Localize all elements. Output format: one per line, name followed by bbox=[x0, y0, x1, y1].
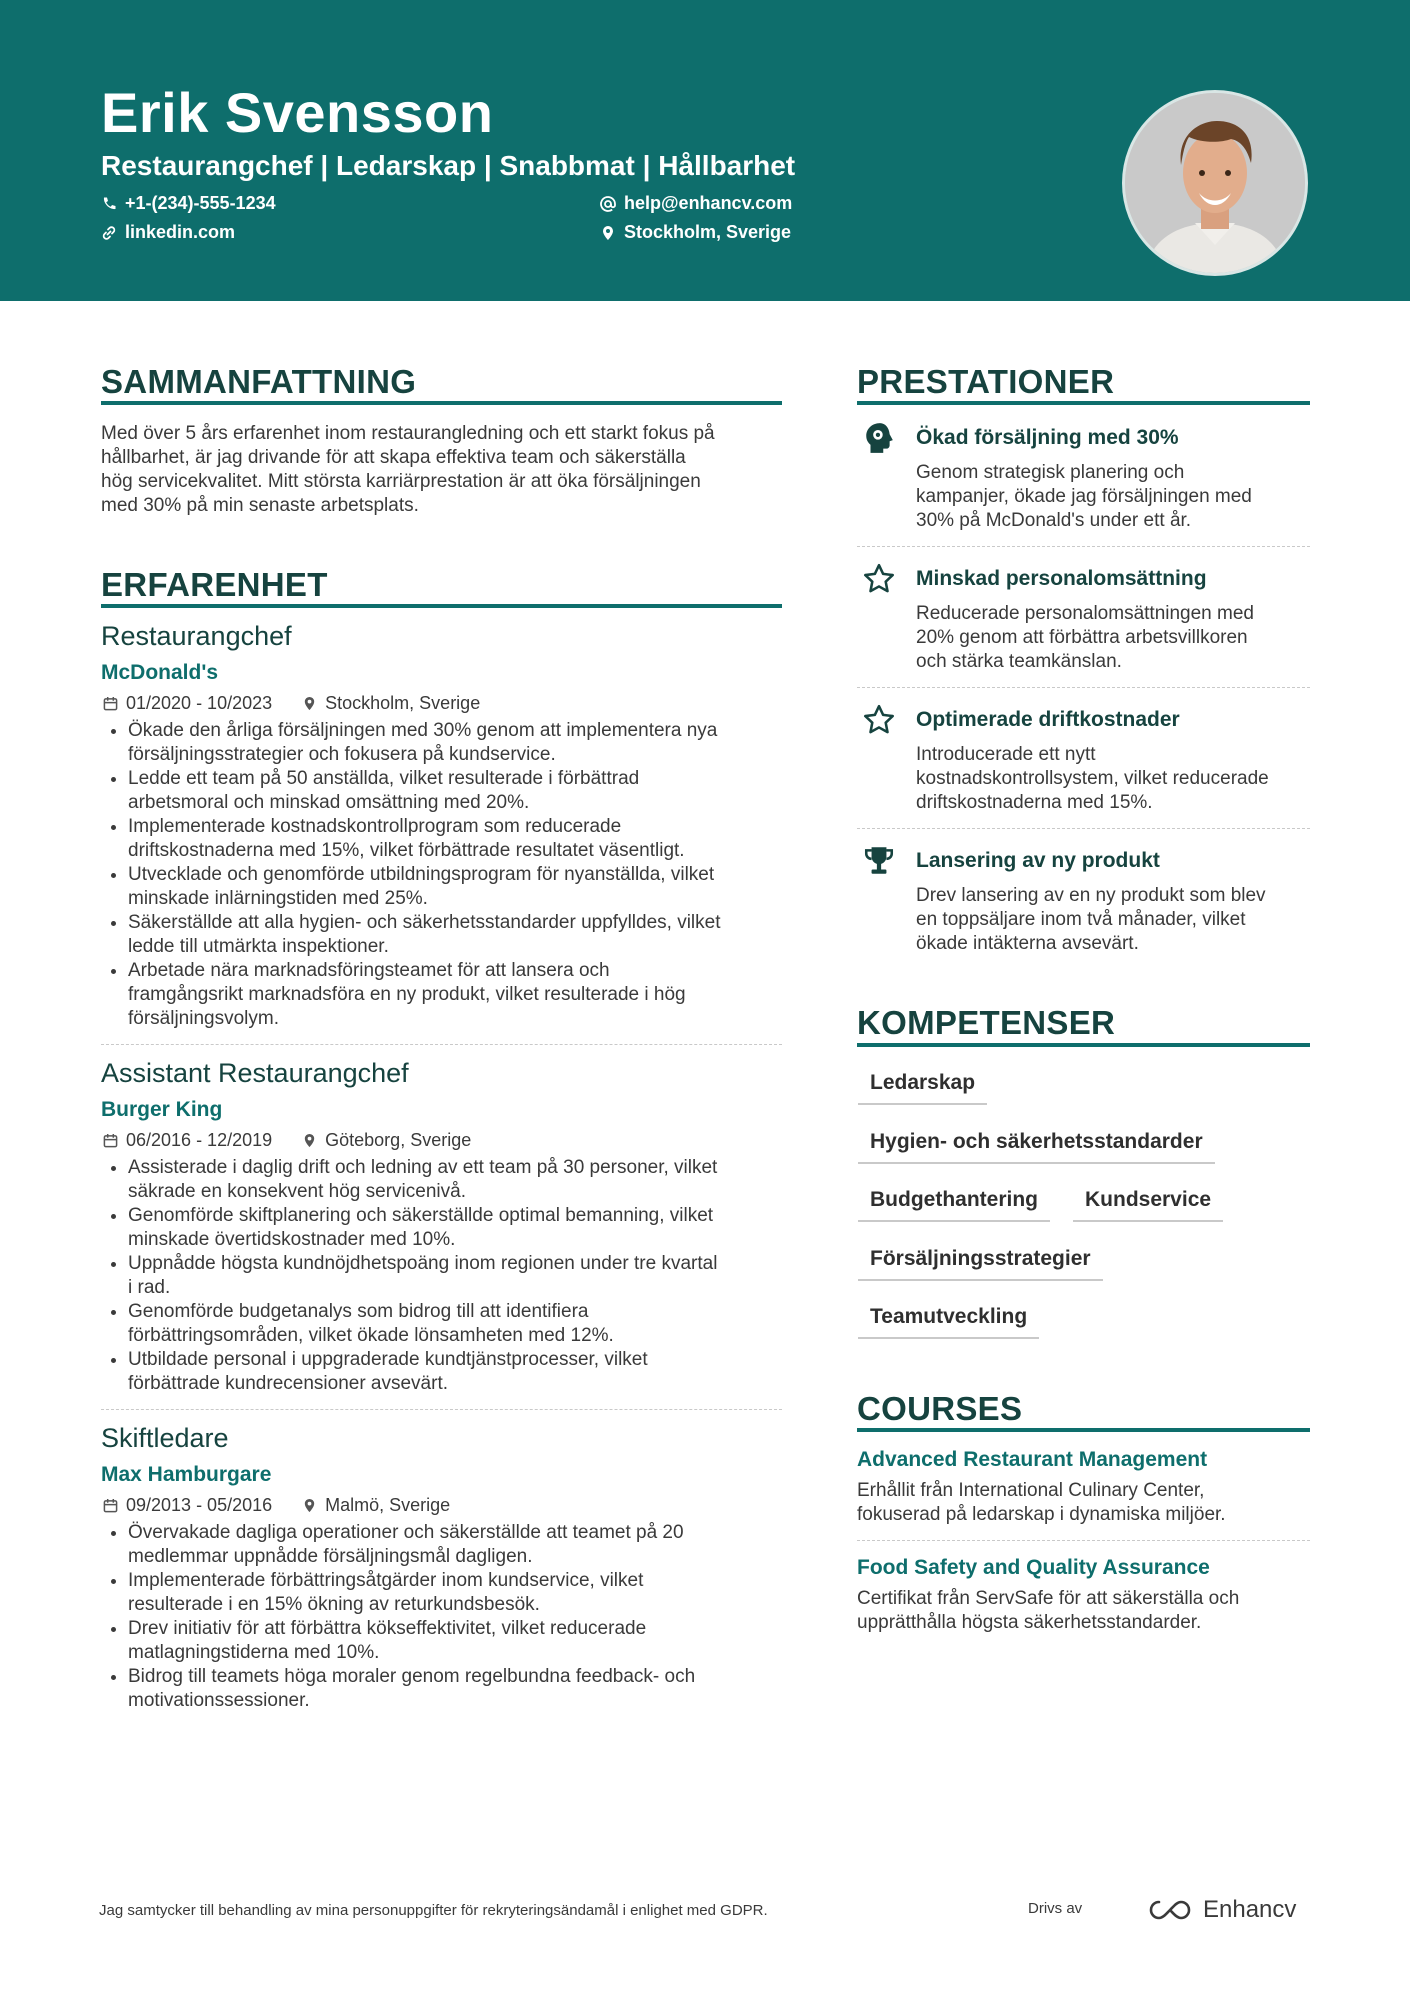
achievement-line: en toppsäljare inom två månader, vilket bbox=[916, 909, 1246, 930]
experience-heading: ERFARENHET bbox=[101, 566, 328, 603]
bullet-line: • Utbildade personal i uppgraderade kundtjänstprocesser, vilket bbox=[128, 1349, 648, 1370]
job-meta bbox=[103, 1130, 471, 1151]
achievement-line: och stärka teamkänslan. bbox=[916, 651, 1122, 672]
job-location: Malmö, Sverige bbox=[325, 1495, 451, 1515]
bullet-line: • Genomförde skiftplanering och säkerställde optimal bemanning, vilket bbox=[128, 1205, 714, 1226]
star-icon bbox=[862, 703, 896, 737]
linkedin-text[interactable]: linkedin.com bbox=[125, 222, 236, 242]
summary-line: Med över 5 års erfarenhet inom restaurangledning och ett starkt fokus på bbox=[101, 423, 715, 444]
header-banner bbox=[0, 0, 1410, 301]
company-name: Max Hamburgare bbox=[101, 1463, 272, 1486]
summary-text bbox=[101, 422, 715, 518]
candidate-name: Erik Svensson bbox=[101, 81, 494, 144]
summary-line: hållbarhet, är jag drivande för att skapa effektiva team och säkerställa bbox=[101, 447, 686, 468]
link-icon bbox=[101, 225, 117, 241]
achievement-description bbox=[916, 743, 1269, 815]
bullet-item bbox=[128, 815, 808, 863]
job-dates: 01/2020 - 10/2023 bbox=[126, 693, 273, 713]
bullet-line: • Bidrog till teamets höga moraler genom regelbundna feedback- och bbox=[128, 1666, 696, 1687]
summary-line: hög servicekvalitet. Mitt största karriärprestation är att öka försäljningen bbox=[101, 471, 701, 492]
location-text: Stockholm, Sverige bbox=[624, 222, 792, 242]
achievement-divider bbox=[857, 828, 1310, 829]
job-divider bbox=[101, 1409, 782, 1410]
achievement-line: ökade intäkterna avsevärt. bbox=[916, 933, 1139, 954]
bullet-line: • Ledde ett team på 50 anställda, vilket resulterade i förbättrad bbox=[128, 768, 640, 789]
headline: Restaurangchef | Ledarskap | Snabbmat | Hållbarhet bbox=[101, 150, 796, 181]
location-pin-icon bbox=[302, 696, 317, 711]
skills-heading: KOMPETENSER bbox=[857, 1004, 1116, 1041]
achievement-description bbox=[916, 884, 1266, 956]
course-line: upprätthålla högsta säkerhetsstandarder. bbox=[857, 1612, 1202, 1633]
bullet-line: säkrade en konsekvent hög servicenivå. bbox=[128, 1181, 466, 1202]
bullet-line: förbättringsområden, vilket ökade lönsamheten med 12%. bbox=[128, 1325, 614, 1346]
bullet-item bbox=[128, 1252, 808, 1300]
courses-heading-rule bbox=[857, 1428, 1310, 1432]
linkedin-contact[interactable] bbox=[101, 222, 235, 243]
phone-icon bbox=[101, 196, 117, 212]
email-contact[interactable] bbox=[600, 193, 792, 214]
bullet-line: ledde till utmärkta inspektioner. bbox=[128, 936, 389, 957]
skill-tag: Teamutveckling bbox=[858, 1305, 1039, 1339]
infinity-logo-icon bbox=[1147, 1898, 1193, 1922]
course-description bbox=[857, 1479, 1226, 1527]
job-location: Göteborg, Sverige bbox=[325, 1130, 472, 1150]
phone-text: +1-(234)-555-1234 bbox=[125, 193, 276, 213]
achievement-line: kampanjer, ökade jag försäljningen med bbox=[916, 486, 1252, 507]
bullet-item bbox=[128, 1617, 808, 1665]
achievement-divider bbox=[857, 687, 1310, 688]
bullet-line: minskade övertidskostnader med 10%. bbox=[128, 1229, 456, 1250]
courses-heading: COURSES bbox=[857, 1390, 1023, 1427]
bullet-item bbox=[128, 1348, 808, 1396]
bullet-line: • Uppnådde högsta kundnöjdhetspoäng inom regionen under tre kvartal bbox=[128, 1253, 718, 1274]
bullet-item bbox=[128, 1156, 808, 1204]
course-divider bbox=[857, 1540, 1310, 1541]
achievement-title: Minskad personalomsättning bbox=[916, 567, 1207, 590]
bullet-line: • Arbetade nära marknadsföringsteamet för att lansera och bbox=[128, 960, 610, 981]
skills-heading-rule bbox=[857, 1043, 1310, 1047]
phone-contact bbox=[101, 193, 276, 214]
bullet-line: • Drev initiativ för att förbättra kökseffektivitet, vilket reducerade bbox=[128, 1618, 647, 1639]
course-line: Erhållit från International Culinary Center, bbox=[857, 1480, 1205, 1501]
bullet-line: • Implementerade förbättringsåtgärder inom kundservice, vilket bbox=[128, 1570, 644, 1591]
skill-tag: Hygien- och säkerhetsstandarder bbox=[858, 1130, 1215, 1164]
bullet-item bbox=[128, 863, 808, 911]
bullet-line: i rad. bbox=[128, 1277, 171, 1298]
bullet-line: • Genomförde budgetanalys som bidrog till att identifiera bbox=[128, 1301, 589, 1322]
bullet-line: minskade inlärningstiden med 25%. bbox=[128, 888, 428, 909]
summary-heading: SAMMANFATTNING bbox=[101, 363, 417, 400]
bullet-item bbox=[128, 1521, 808, 1569]
achievement-title: Ökad försäljning med 30% bbox=[916, 426, 1179, 449]
company-name: McDonald's bbox=[101, 661, 219, 684]
trophy-icon bbox=[862, 844, 896, 878]
location-contact bbox=[600, 222, 791, 243]
company-name: Burger King bbox=[101, 1098, 223, 1121]
bullet-line: förbättrade kundrecensioner avsevärt. bbox=[128, 1373, 449, 1394]
job-title: Skiftledare bbox=[101, 1423, 229, 1453]
calendar-icon bbox=[103, 1498, 118, 1513]
enhancv-logo[interactable] bbox=[1147, 1896, 1296, 1924]
bullet-line: • Övervakade dagliga operationer och säkerställde att teamet på 20 bbox=[128, 1522, 684, 1543]
bullet-line: • Assisterade i daglig drift och ledning av ett team på 30 personer, vilket bbox=[128, 1157, 718, 1178]
location-pin-icon bbox=[302, 1498, 317, 1513]
course-description bbox=[857, 1587, 1239, 1635]
skill-tag: Budgethantering bbox=[858, 1188, 1050, 1222]
achievement-line: 20% genom att förbättra arbetsvillkoren bbox=[916, 627, 1248, 648]
achievement-line: Genom strategisk planering och bbox=[916, 462, 1185, 483]
achievements-heading: PRESTATIONER bbox=[857, 363, 1115, 400]
bullet-line: försäljningsvolym. bbox=[128, 1008, 279, 1029]
job-location: Stockholm, Sverige bbox=[325, 693, 481, 713]
bullet-line: • Ökade den årliga försäljningen med 30% genom att implementera nya bbox=[128, 720, 718, 741]
achievements-heading-rule bbox=[857, 401, 1310, 405]
experience-heading-rule bbox=[101, 604, 782, 608]
achievement-divider bbox=[857, 546, 1310, 547]
achievement-description bbox=[916, 461, 1252, 533]
achievement-title: Optimerade driftkostnader bbox=[916, 708, 1180, 731]
bullet-item bbox=[128, 1569, 808, 1617]
course-title: Food Safety and Quality Assurance bbox=[857, 1556, 1210, 1579]
bullet-item bbox=[128, 959, 808, 1031]
job-meta bbox=[103, 1495, 450, 1516]
profile-photo-illustration bbox=[1125, 93, 1305, 273]
job-meta bbox=[103, 693, 480, 714]
achievement-line: kostnadskontrollsystem, vilket reducerade bbox=[916, 768, 1269, 789]
job-dates: 06/2016 - 12/2019 bbox=[126, 1130, 273, 1150]
location-pin-icon bbox=[600, 225, 616, 241]
job-title: Restaurangchef bbox=[101, 621, 292, 651]
calendar-icon bbox=[103, 1133, 118, 1148]
job-title: Assistant Restaurangchef bbox=[101, 1058, 409, 1088]
bullet-line: driftskostnaderna med 15%, vilket förbättrade resultatet väsentligt. bbox=[128, 840, 685, 861]
job-bullets bbox=[101, 1521, 808, 1713]
bullet-item bbox=[128, 1665, 808, 1713]
calendar-icon bbox=[103, 696, 118, 711]
job-dates: 09/2013 - 05/2016 bbox=[126, 1495, 273, 1515]
achievement-line: 30% på McDonald's under ett år. bbox=[916, 510, 1192, 531]
achievement-line: Reducerade personalomsättningen med bbox=[916, 603, 1254, 624]
skill-tag: Kundservice bbox=[1073, 1188, 1223, 1222]
profile-photo bbox=[1122, 90, 1308, 276]
bullet-line: matlagningstiderna med 10%. bbox=[128, 1642, 380, 1663]
star-icon bbox=[862, 562, 896, 596]
bullet-item bbox=[128, 767, 808, 815]
job-bullets bbox=[101, 1156, 808, 1396]
at-icon bbox=[600, 196, 616, 212]
bullet-line: resulterade i en 15% ökning av returkundsbesök. bbox=[128, 1594, 540, 1615]
job-divider bbox=[101, 1044, 782, 1045]
location-pin-icon bbox=[302, 1133, 317, 1148]
course-title: Advanced Restaurant Management bbox=[857, 1448, 1208, 1471]
bullet-line: framgångsrikt marknadsföra en ny produkt, vilket resulterade i hög bbox=[128, 984, 686, 1005]
summary-heading-rule bbox=[101, 401, 782, 405]
achievement-line: Drev lansering av en ny produkt som blev bbox=[916, 885, 1266, 906]
enhancv-brand-text: Enhancv bbox=[1203, 1896, 1297, 1923]
bullet-line: arbetsmoral och minskad omsättning med 20%. bbox=[128, 792, 530, 813]
bullet-line: försäljningsstrategier och fokusera på kundservice. bbox=[128, 744, 556, 765]
bullet-line: medlemmar uppnådde försäljningsmål dagligen. bbox=[128, 1546, 533, 1567]
bullet-item bbox=[128, 719, 808, 767]
bullet-item bbox=[128, 1204, 808, 1252]
bullet-line: • Utvecklade och genomförde utbildningsprogram för nyanställda, vilket bbox=[128, 864, 715, 885]
head-icon bbox=[862, 421, 896, 455]
bullet-item bbox=[128, 1300, 808, 1348]
gdpr-consent: Jag samtycker till behandling av mina personuppgifter för rekryteringsändamål i enlighet med GDPR. bbox=[99, 1902, 768, 1919]
skill-tag: Ledarskap bbox=[858, 1071, 987, 1105]
job-bullets bbox=[101, 719, 808, 1031]
course-line: Certifikat från ServSafe för att säkerställa och bbox=[857, 1588, 1240, 1609]
bullet-line: • Implementerade kostnadskontrollprogram som reducerade bbox=[128, 816, 622, 837]
powered-by-label: Drivs av bbox=[1028, 1900, 1083, 1917]
achievement-line: Introducerade ett nytt bbox=[916, 744, 1096, 765]
course-line: fokuserad på ledarskap i dynamiska miljöer. bbox=[857, 1504, 1226, 1525]
email-text[interactable]: help@enhancv.com bbox=[624, 193, 793, 213]
bullet-item bbox=[128, 911, 808, 959]
skill-tag: Försäljningsstrategier bbox=[858, 1247, 1103, 1281]
summary-line: med 30% på min senaste arbetsplats. bbox=[101, 495, 419, 516]
achievement-title: Lansering av ny produkt bbox=[916, 849, 1160, 872]
bullet-line: motivationssessioner. bbox=[128, 1690, 310, 1711]
achievement-line: driftskostnaderna med 15%. bbox=[916, 792, 1153, 813]
bullet-line: • Säkerställde att alla hygien- och säkerhetsstandarder uppfylldes, vilket bbox=[128, 912, 721, 933]
achievement-description bbox=[916, 602, 1254, 674]
